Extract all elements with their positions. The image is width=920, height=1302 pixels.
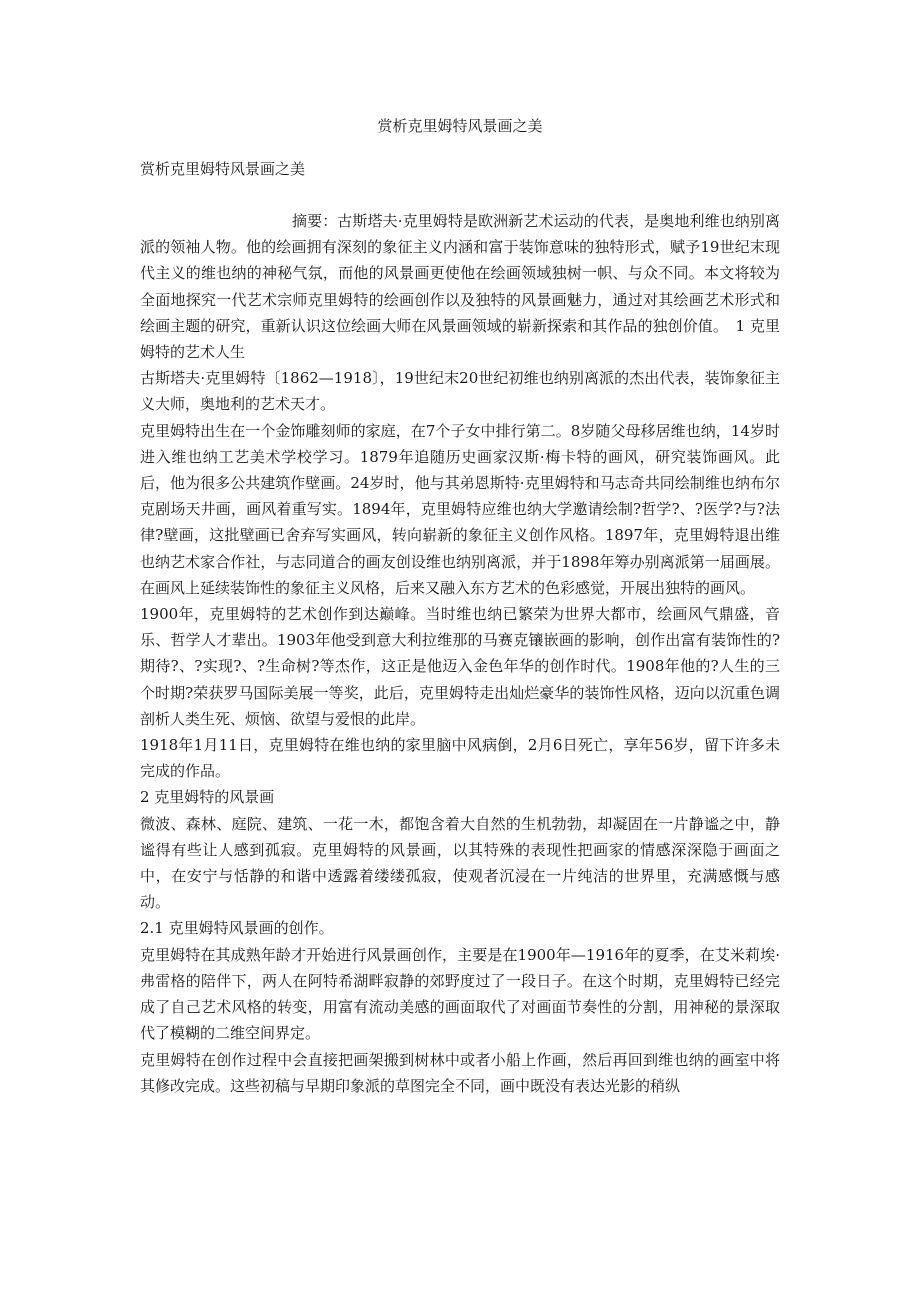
section-heading-2: 2 克里姆特的风景画 xyxy=(140,788,275,807)
paragraph-2: 克里姆特出生在一个金饰雕刻师的家庭，在7个子女中排行第二。8岁随父母移居维也纳，14岁时进入维也纳工艺美术学校学习。1879年追随历史画家汉斯·梅卡特的画风，研究装饰画风。此后，他为很多公共建筑作壁画。24岁时，他与其弟恩斯特·克里姆特和马志奇共同绘制维也纳布尔克剧场天井画，画风着重写实。1894年，克里姆特应维也纳大学邀请绘制?哲学?、?医学?与?法律?壁画，这批壁画已舍弃写实画风，转向崭新的象征主义创作风格。1897年，克里姆特退出维也纳艺术家合作社，与志同道合的画友创设维也纳别离派，并于1898年筹办别离派第一届画展。在画风上延续装饰性的象征主义风格，后来又融入东方艺术的色彩感觉，开展出独特的画风。 xyxy=(140,421,780,597)
paragraph-1: 古斯塔夫·克里姆特〔1862—1918〕，19世纪末20世纪初维也纳别离派的杰出代表，装饰象征主义大师，奥地利的艺术天才。 xyxy=(140,369,780,414)
paragraph-4: 1918年1月11日，克里姆特在维也纳的家里脑中风病倒，2月6日死亡，享年56岁，留下许多未完成的作品。 xyxy=(140,736,780,781)
section-heading-2-1: 2.1 克里姆特风景画的创作。 xyxy=(140,919,334,938)
paragraph-6: 克里姆特在其成熟年龄才开始进行风景画创作，主要是在1900年—1916年的夏季，在艾米莉埃·弗雷格的陪伴下，两人在阿特希湖畔寂静的郊野度过了一段日子。在这个时期，克里姆特已经完成了自己艺术风格的转变，用富有流动美感的画面取代了对画面节奏性的分割，用神秘的景深取代了模糊的二维空间界定。 xyxy=(140,945,780,1043)
paragraph-3: 1900年，克里姆特的艺术创作到达巅峰。当时维也纳已繁荣为世界大都市，绘画风气鼎盛，音乐、哲学人才辈出。1903年他受到意大利拉维那的马赛克镶嵌画的影响，创作出富有装饰性的?期待?、?实现?、?生命树?等杰作，这正是他迈入金色年华的创作时代。1908年他的?人生的三个时期?荣获罗马国际美展一等奖，此后，克里姆特走出灿烂豪华的装饰性风格，迈向以沉重色调剖析人类生死、烦恼、欲望与爱恨的此岸。 xyxy=(140,605,780,728)
paragraph-5: 微波、森林、庭院、建筑、一花一木，都饱含着大自然的生机勃勃，却凝固在一片静谧之中，静谧得有些让人感到孤寂。克里姆特的风景画，以其特殊的表现性把画家的情感深深隐于画面之中，在安宁与恬静的和谐中透露着缕缕孤寂，使观者沉浸在一片纯洁的世界里，充满感慨与感动。 xyxy=(140,814,780,912)
document-subtitle: 赏析克里姆特风景画之美 xyxy=(140,160,306,178)
document-title: 赏析克里姆特风景画之美 xyxy=(377,117,543,135)
document-body xyxy=(140,208,780,1099)
paragraph-7: 克里姆特在创作过程中会直接把画架搬到树林中或者小船上作画，然后再回到维也纳的画室中将其修改完成。这些初稿与早期印象派的草图完全不同，画中既没有表达光影的稍纵 xyxy=(140,1050,780,1095)
abstract-paragraph: 摘要：古斯塔夫·克里姆特是欧洲新艺术运动的代表，是奥地利维也纳别离派的领袖人物。他的绘画拥有深刻的象征主义内涵和富于装饰意味的独特形式，赋予19世纪末现代主义的维也纳的神秘气氛，而他的风景画更使他在绘画领域独树一帜、与众不同。本文将较为全面地探究一代艺术宗师克里姆特的绘画创作以及独特的风景画魅力，通过对其绘画艺术形式和绘画主题的研究，重新认识这位绘画大师在风景画领域的崭新探索和其作品的独创价值。 1 克里姆特的艺术人生 xyxy=(140,212,780,362)
